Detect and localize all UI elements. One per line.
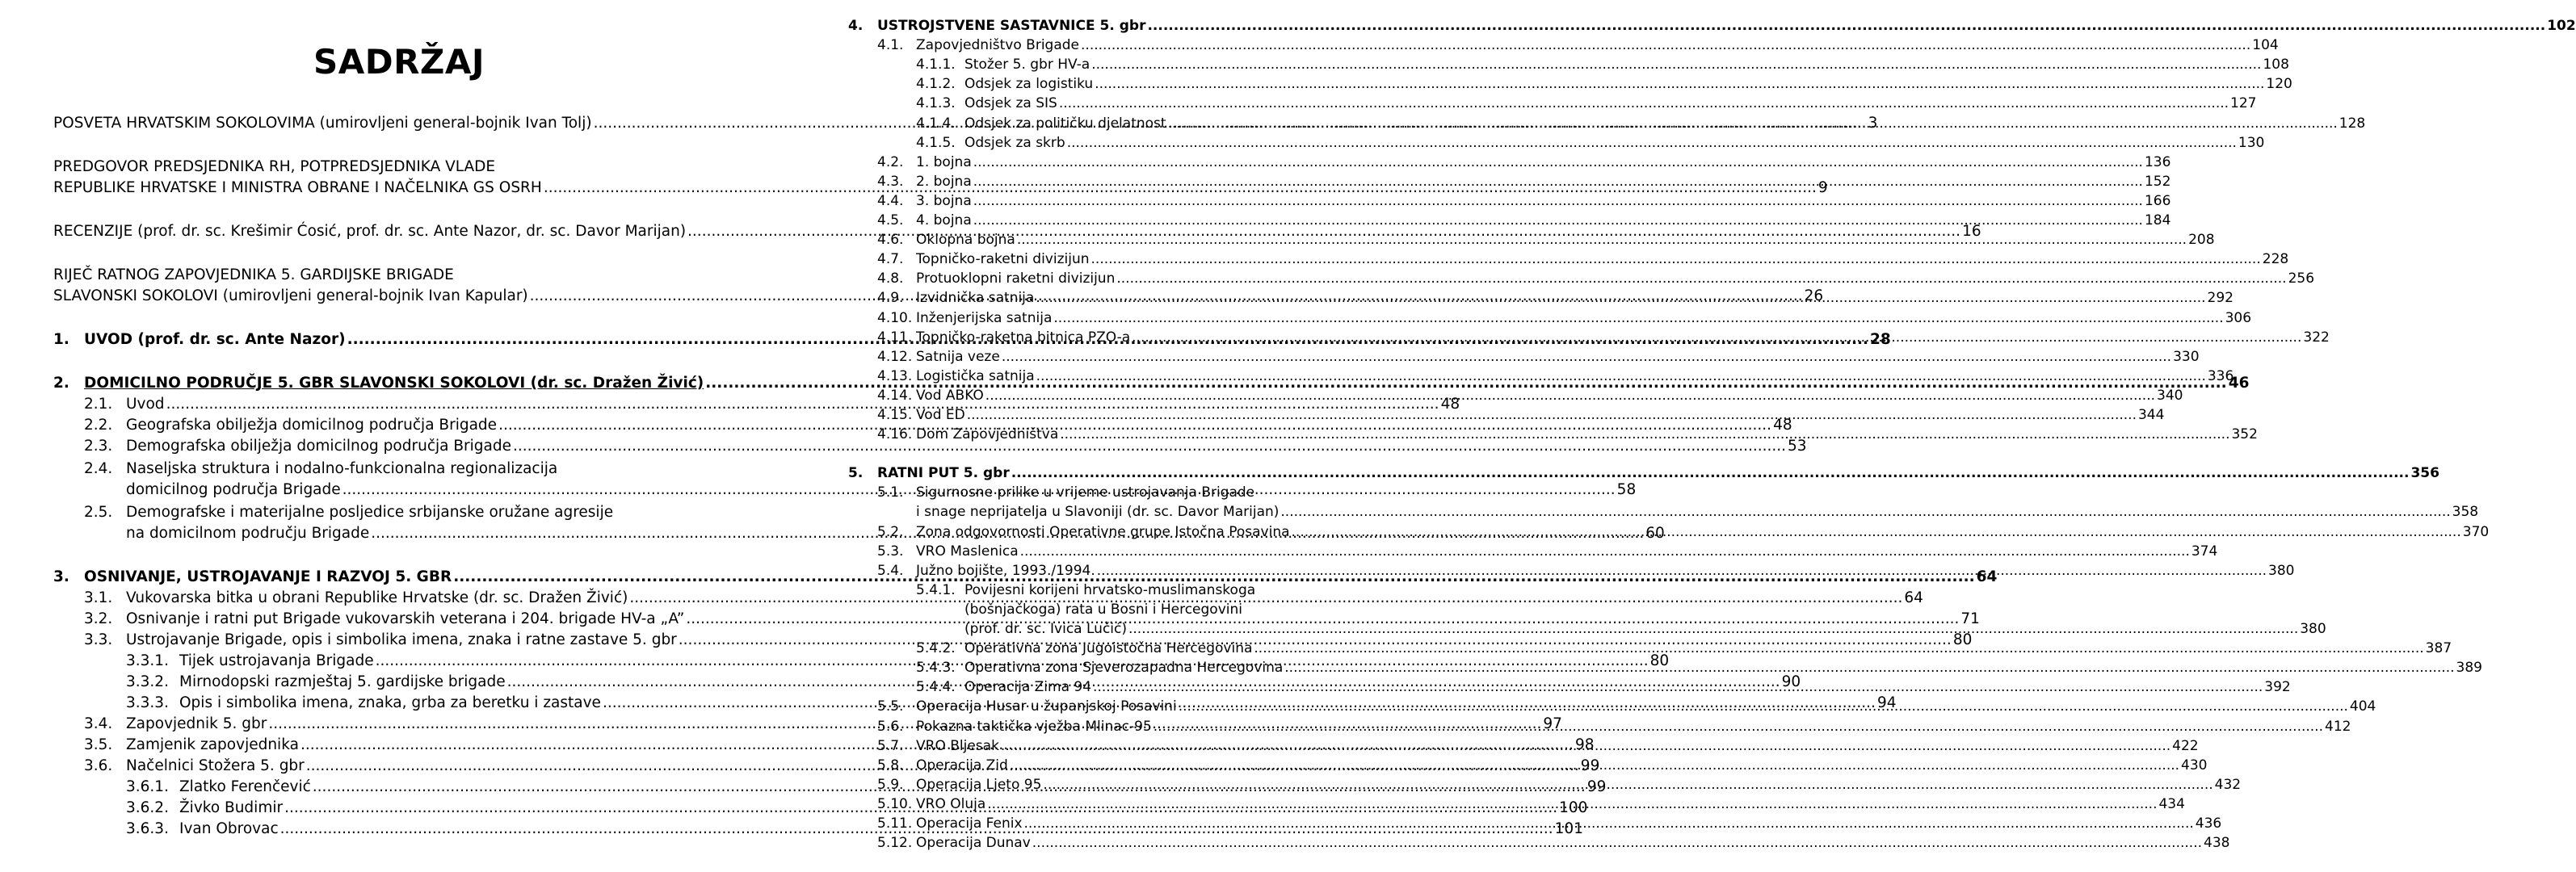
toc-entry-label: Zapovjednik 5. gbr	[126, 715, 267, 732]
toc-entry-number: 4.1.3.	[916, 95, 956, 111]
toc-entry-number: 4.14.	[877, 388, 913, 404]
dot-leader	[1128, 621, 2298, 637]
toc-entry-number: 5.1.	[877, 484, 904, 501]
toc-entry-label: Mirnodopski razmještaj 5. gardijske brigade	[179, 673, 506, 690]
toc-entry-label: Pokazna taktička vježba Mlinac-95	[916, 719, 1152, 735]
toc-entry-page: 184	[2144, 212, 2171, 228]
toc-entry-page: 434	[2158, 796, 2185, 812]
toc-entry-page: 374	[2191, 543, 2218, 560]
dot-leader	[1017, 232, 2187, 248]
toc-entry-page: 136	[2144, 154, 2171, 170]
toc-entry	[877, 209, 2171, 228]
toc-entry	[877, 267, 2315, 287]
toc-entry-label: Stožer 5. gbr HV-a	[964, 57, 1090, 73]
toc-entry-number: 5.10.	[877, 796, 913, 812]
toc-entry-label: Ustrojavanje Brigade, opis i simbolika imena, znaka i ratne zastave 5. gbr	[126, 631, 677, 648]
toc-entry-label: Odsjek za političku djelatnost	[964, 115, 1166, 132]
toc-entry-number: 5.9.	[877, 777, 904, 793]
toc-entry-page: 58	[1616, 481, 1637, 498]
toc-entry-number: 4.2.	[877, 154, 904, 170]
toc-entry-number: 3.3.	[84, 631, 113, 648]
toc-entry-page: 389	[2456, 660, 2482, 676]
dot-leader	[1010, 757, 2179, 773]
toc-entry-number: 5.5.	[877, 698, 904, 715]
toc-entry-number: 4.11.	[877, 329, 913, 346]
toc-entry	[877, 384, 2183, 404]
dot-leader	[973, 212, 2143, 228]
toc-entry-label: Logistička satnija	[916, 368, 1035, 384]
toc-entry-page: 3	[1868, 115, 1878, 132]
toc-entry-number: 4.13.	[877, 368, 913, 384]
toc-entry	[916, 132, 2265, 151]
toc-entry-number: 2.2.	[84, 417, 113, 434]
toc-entry-page: 99	[1580, 757, 1600, 774]
toc-entry-number: 2.1.	[84, 396, 113, 413]
toc-entry-page: 436	[2195, 815, 2222, 832]
toc-entry-page: 344	[2137, 407, 2165, 423]
toc-entry-label: Oklopna bojna	[916, 232, 1015, 248]
toc-entry-number: 4.5.	[877, 212, 904, 228]
toc-entry-page: 330	[2173, 349, 2200, 365]
toc-entry	[877, 151, 2171, 170]
toc-entry-label: Zapovjedništvo Brigade	[916, 37, 1080, 53]
dot-leader	[1093, 679, 2263, 695]
toc-entry-number: 3.3.2.	[126, 673, 169, 690]
toc-entry-label: Topničko-raketna bitnica PZO-a	[916, 329, 1131, 346]
toc-entry-label: Operativna zona Jugoistočna Hercegovina	[964, 640, 1253, 656]
toc-entry	[848, 462, 2439, 481]
dot-leader	[973, 193, 2143, 209]
toc-entry-label: DOMICILNO PODRUČJE 5. GBR SLAVONSKI SOKOLOVI (dr. sc. Dražen Živić)	[84, 375, 704, 392]
dot-leader	[1116, 270, 2286, 287]
toc-entry-number: 2.	[53, 375, 69, 392]
toc-entry-page: 71	[1960, 610, 1980, 627]
toc-entry-number: 5.11.	[877, 815, 913, 832]
toc-entry-label: Operacija Ljeto 95	[916, 777, 1042, 793]
toc-entry-label: Uvod	[126, 396, 165, 413]
toc-entry-label: Tijek ustrojavanja Brigade	[179, 652, 374, 669]
toc-entry-label: Načelnici Stožera 5. gbr	[126, 757, 305, 774]
toc-entry	[916, 579, 1475, 598]
toc-entry-number: 4.6.	[877, 232, 904, 248]
toc-entry-page: 370	[2462, 524, 2490, 540]
toc-entry-page: 99	[1586, 778, 1607, 795]
toc-entry-label: Opis i simbolika imena, znaka, grba za beretku i zastave	[179, 694, 601, 711]
dot-leader	[1067, 135, 2237, 151]
toc-entry-label: Osnivanje i ratni put Brigade vukovarskih veterana i 204. brigade HV-a „A”	[126, 610, 685, 627]
toc-entry-page: 336	[2207, 368, 2234, 384]
toc-entry-label: Satnija veze	[916, 349, 1000, 365]
toc-entry-label: Protuoklopni raketni divizijun	[916, 270, 1116, 287]
toc-entry	[877, 190, 2171, 209]
toc-entry-number: 3.2.	[84, 610, 113, 627]
toc-entry-label: i snage neprijatelja u Slavoniji (dr. sc. Davor Marijan)	[916, 504, 1280, 520]
toc-entry	[916, 501, 2479, 520]
toc-entry-label: Demografske i materijalne posljedice srbijanske oružane agresije	[126, 504, 614, 521]
dot-leader	[1095, 76, 2264, 92]
toc-entry-page: 152	[2144, 174, 2171, 190]
dot-leader	[1254, 640, 2423, 656]
toc-entry-number: 3.4.	[84, 715, 113, 732]
toc-entry-page: 438	[2204, 835, 2230, 851]
toc-entry-label: Zlatko Ferenčević	[179, 778, 311, 795]
toc-entry-page: 108	[2263, 57, 2289, 73]
toc-entry-page: 166	[2144, 193, 2171, 209]
dot-leader	[1097, 563, 2267, 579]
toc-entry-number: 5.2.	[877, 524, 904, 540]
toc-entry-number: 5.4.2.	[916, 640, 956, 656]
toc-entry	[877, 481, 1475, 501]
toc-entry-label: PREDGOVOR PREDSJEDNIKA RH, POTPREDSJEDNIKA VLADE	[53, 158, 496, 175]
dot-leader	[1024, 815, 2194, 832]
toc-entry-page: 208	[2188, 232, 2215, 248]
toc-entry-number: 2.4.	[84, 460, 113, 477]
dot-leader	[1002, 349, 2171, 365]
toc-entry-number: 5.3.	[877, 543, 904, 560]
toc-entry-label: (prof. dr. sc. Ivica Lučić)	[964, 621, 1127, 637]
toc-entry-number: 1.	[53, 331, 69, 348]
toc-entry-label: Operacija Husar u županjskoj Posavini	[916, 698, 1177, 715]
toc-entry	[877, 170, 2171, 190]
toc-entry	[877, 346, 2200, 365]
dot-leader	[1036, 368, 2206, 384]
toc-entry-number: 3.6.	[84, 757, 113, 774]
toc-entry-label: 4. bojna	[916, 212, 972, 228]
dot-leader	[1147, 18, 2545, 34]
toc-entry-page: 9	[1817, 179, 1828, 196]
toc-entry-label: Izvidnička satnija	[916, 290, 1035, 306]
toc-entry-label: USTROJSTVENE SASTAVNICE 5. gbr	[877, 18, 1146, 34]
toc-entry-page: 322	[2303, 329, 2330, 346]
toc-entry-label: Odsjek za logistiku	[964, 76, 1094, 92]
dot-leader	[1091, 57, 2261, 73]
toc-entry-label: Sigurnosne prilike u vrijeme ustrojavanja Brigade	[916, 484, 1255, 501]
toc-entry-label: Topničko-raketni divizijun	[916, 251, 1090, 267]
toc-entry-page: 48	[1440, 396, 1460, 413]
toc-entry-label: Operacija Zima 94	[964, 679, 1092, 695]
dot-leader	[1043, 777, 2213, 793]
toc-entry	[964, 598, 1475, 618]
toc-entry-label: 3. bojna	[916, 193, 972, 209]
dot-leader	[1032, 835, 2202, 851]
dot-leader	[1132, 329, 2301, 346]
toc-entry	[877, 404, 2165, 423]
toc-entry-number: 3.6.3.	[126, 820, 169, 837]
toc-entry-number: 4.1.4.	[916, 115, 956, 132]
toc-entry-page: 340	[2157, 388, 2183, 404]
toc-entry-label: Geografska obilježja domicilnog područja Brigade	[126, 417, 498, 434]
toc-entry-page: 100	[1559, 799, 1588, 816]
toc-entry-page: 130	[2238, 135, 2265, 151]
toc-entry-number: 4.12.	[877, 349, 913, 365]
toc-entry-page: 380	[2268, 563, 2295, 579]
toc-entry-page: 392	[2264, 679, 2291, 695]
toc-entry-number: 5.	[848, 465, 864, 481]
toc-entry-page: 46	[2228, 375, 2250, 392]
toc-entry-label: Operacija Zid	[916, 757, 1008, 773]
toc-entry-label: Povijesni korijeni hrvatsko-muslimanskoga	[964, 582, 1256, 598]
toc-entry-number: 4.1.2.	[916, 76, 956, 92]
toc-entry-page: 432	[2214, 777, 2242, 793]
toc-entry-page: 356	[2410, 465, 2439, 481]
toc-entry-label: POSVETA HRVATSKIM SOKOLOVIMA (umirovljeni general-bojnik Ivan Tolj)	[53, 115, 592, 132]
dot-leader	[1059, 95, 2229, 111]
toc-entry	[877, 34, 2279, 53]
toc-entry-number: 5.12.	[877, 835, 913, 851]
toc-entry-page: 404	[2349, 698, 2376, 715]
dot-leader	[973, 174, 2143, 190]
toc-entry-page: 98	[1574, 736, 1595, 753]
toc-entry-page: 128	[2339, 115, 2366, 132]
toc-entry-number: 4.9.	[877, 290, 904, 306]
toc-entry-label: UVOD (prof. dr. sc. Ante Nazor)	[84, 331, 346, 348]
dot-leader	[1280, 504, 2450, 520]
toc-entry	[916, 112, 2366, 132]
toc-entry-number: 4.7.	[877, 251, 904, 267]
toc-entry-page: 104	[2252, 37, 2279, 53]
toc-entry-number: 5.7.	[877, 738, 904, 754]
toc-entry-number: 3.6.2.	[126, 799, 169, 816]
toc-entry-page: 358	[2452, 504, 2479, 520]
toc-entry-number: 2.5.	[84, 504, 113, 521]
toc-entry-page: 292	[2207, 290, 2234, 306]
dot-leader	[1284, 660, 2454, 676]
toc-entry-label: Živko Budimir	[179, 799, 284, 816]
page-title: SADRŽAJ	[313, 42, 485, 82]
toc-entry-number: 5.4.1.	[916, 582, 956, 598]
toc-entry-label: Inženjerijska satnija	[916, 310, 1053, 326]
toc-entry-label: Dom Zapovjedništva	[916, 426, 1059, 442]
toc-entry-page: 26	[1804, 287, 1824, 304]
dot-leader	[1060, 426, 2229, 442]
toc-entry-number: 3.6.1.	[126, 778, 169, 795]
toc-entry-number: 3.3.1.	[126, 652, 169, 669]
toc-entry-page: 380	[2300, 621, 2326, 637]
toc-entry-label: 2. bojna	[916, 174, 972, 190]
toc-entry-label: Južno bojište, 1993./1994.	[916, 563, 1095, 579]
toc-entry-page: 53	[1788, 438, 1807, 455]
dot-leader	[1020, 543, 2190, 560]
toc-entry-label: VRO Bljesak	[916, 738, 999, 754]
toc-entry-number: 2.3.	[84, 438, 113, 455]
toc-entry-page: 102	[2547, 18, 2576, 34]
toc-entry-page: 120	[2266, 76, 2292, 92]
toc-entry-number: 3.3.3.	[126, 694, 169, 711]
toc-entry-page: 228	[2262, 251, 2289, 267]
toc-entry-number: 3.1.	[84, 589, 113, 606]
toc-entry-page: 97	[1543, 715, 1562, 732]
toc-entry-label: Naseljska struktura i nodalno-funkcionalna regionalizacija	[126, 460, 558, 477]
toc-entry-number: 4.8.	[877, 270, 904, 287]
toc-entry-number: 4.	[848, 18, 864, 34]
toc-entry-label: VRO Oluja	[916, 796, 986, 812]
toc-entry-number: 5.6.	[877, 719, 904, 735]
dot-leader	[987, 796, 2157, 812]
toc-entry-number: 4.3.	[877, 174, 904, 190]
toc-entry-number: 3.	[53, 568, 69, 585]
toc-entry-page: 80	[1952, 631, 1973, 648]
toc-entry	[53, 155, 745, 176]
toc-entry-number: 5.4.	[877, 563, 904, 579]
toc-entry-page: 101	[1554, 820, 1583, 837]
dot-leader	[967, 407, 2137, 423]
toc-entry-label: RIJEČ RATNOG ZAPOVJEDNIKA 5. GARDIJSKE BRIGADE	[53, 266, 454, 283]
toc-entry-page: 306	[2225, 310, 2252, 326]
toc-entry-label: RATNI PUT 5. gbr	[877, 465, 1010, 481]
toc-entry	[84, 457, 745, 478]
dot-leader	[1179, 698, 2348, 715]
toc-entry-label: Demografska obilježja domicilnog područja Brigade	[126, 438, 511, 455]
toc-entry-page: 60	[1645, 525, 1665, 542]
dot-leader	[1011, 465, 2410, 481]
toc-entry-label: Vod ABKO	[916, 388, 984, 404]
toc-entry	[877, 832, 2230, 851]
dot-leader	[1091, 251, 2261, 267]
toc-entry-number: 5.8.	[877, 757, 904, 773]
toc-entry-label: Operativna zona Sjeverozapadna Hercegovina	[964, 660, 1284, 676]
toc-entry-page: 90	[1781, 673, 1801, 690]
toc-entry-label: VRO Maslenica	[916, 543, 1019, 560]
toc-entry-number: 3.5.	[84, 736, 113, 753]
dot-leader	[1154, 719, 2323, 735]
toc-entry-page: 80	[1649, 652, 1670, 669]
toc-entry-label: Operacija Dunav	[916, 835, 1031, 851]
toc-entry-page: 256	[2288, 270, 2315, 287]
toc-entry-label: Ivan Obrovac	[179, 820, 279, 837]
toc-entry-number: 4.15.	[877, 407, 913, 423]
toc-entry	[84, 501, 745, 522]
toc-entry-page: 387	[2425, 640, 2452, 656]
toc-entry-label: SLAVONSKI SOKOLOVI (umirovljeni general-bojnik Ivan Kapular)	[53, 287, 528, 304]
toc-entry-number: 4.4.	[877, 193, 904, 209]
toc-entry	[848, 15, 2576, 34]
toc-entry-label: Zona odgovornosti Operativne grupe Istočna Posavina	[916, 524, 1290, 540]
toc-entry-page: 412	[2325, 719, 2351, 735]
toc-entry-label: RECENZIJE (prof. dr. sc. Krešimir Ćosić, prof. dr. sc. Ante Nazor, dr. sc. Davor Marijan)	[53, 223, 687, 240]
toc-entry-label: Zamjenik zapovjednika	[126, 736, 299, 753]
toc-entry-number: 4.1.	[877, 37, 904, 53]
toc-entry-number: 5.4.4.	[916, 679, 956, 695]
dot-leader	[1081, 37, 2250, 53]
toc-entry	[53, 263, 745, 284]
toc-entry	[916, 73, 2292, 92]
toc-entry-page: 16	[1962, 223, 1981, 240]
toc-entry-label: 1. bojna	[916, 154, 972, 170]
toc-entry-label: Operacija Fenix	[916, 815, 1023, 832]
toc-entry-number: 4.1.1.	[916, 57, 956, 73]
toc-entry	[877, 307, 2252, 326]
dot-leader	[973, 154, 2143, 170]
toc-entry-page: 352	[2231, 426, 2258, 442]
toc-entry	[916, 53, 2289, 73]
toc-entry-page: 28	[1870, 331, 1891, 348]
toc-entry-number: 4.16.	[877, 426, 913, 442]
toc-entry-page: 422	[2172, 738, 2199, 754]
toc-entry-page: 94	[1876, 694, 1897, 711]
dot-leader	[1036, 290, 2205, 306]
dot-leader	[1292, 524, 2461, 540]
dot-leader	[1168, 115, 2338, 132]
dot-leader	[1001, 738, 2170, 754]
toc-entry	[877, 365, 2234, 384]
toc-entry-number: 4.1.5.	[916, 135, 956, 151]
toc-entry-label: Odsjek za SIS	[964, 95, 1057, 111]
toc-entry-number: 4.10.	[877, 310, 913, 326]
toc-entry-label: (bošnjačkoga) rata u Bosni i Hercegovini	[964, 602, 1242, 618]
toc-entry	[877, 248, 2289, 267]
toc-entry-page: 64	[1904, 589, 1923, 606]
toc-entry	[877, 540, 2218, 560]
toc-entry-label: OSNIVANJE, USTROJAVANJE I RAZVOJ 5. GBR	[84, 568, 452, 585]
toc-entry-page: 64	[1976, 568, 1998, 585]
dot-leader	[1053, 310, 2223, 326]
toc-entry-label: Vod ED	[916, 407, 965, 423]
toc-entry	[916, 92, 2257, 111]
toc-entry-page: 48	[1773, 417, 1792, 434]
toc-entry-label: domicilnog područja Brigade	[126, 481, 341, 498]
toc-entry-label: Odsjek za skrb	[964, 135, 1065, 151]
toc-entry-label: Vukovarska bitka u obrani Republike Hrvatske (dr. sc. Dražen Živić)	[126, 589, 628, 606]
toc-entry-page: 430	[2181, 757, 2208, 773]
dot-leader	[985, 388, 2155, 404]
toc-entry-number: 5.4.3.	[916, 660, 956, 676]
toc-entry-label: REPUBLIKE HRVATSKE I MINISTRA OBRANE I NAČELNIKA GS OSRH	[53, 179, 542, 196]
toc-entry-label: na domicilnom području Brigade	[126, 525, 370, 542]
toc-entry-page: 127	[2230, 95, 2257, 111]
